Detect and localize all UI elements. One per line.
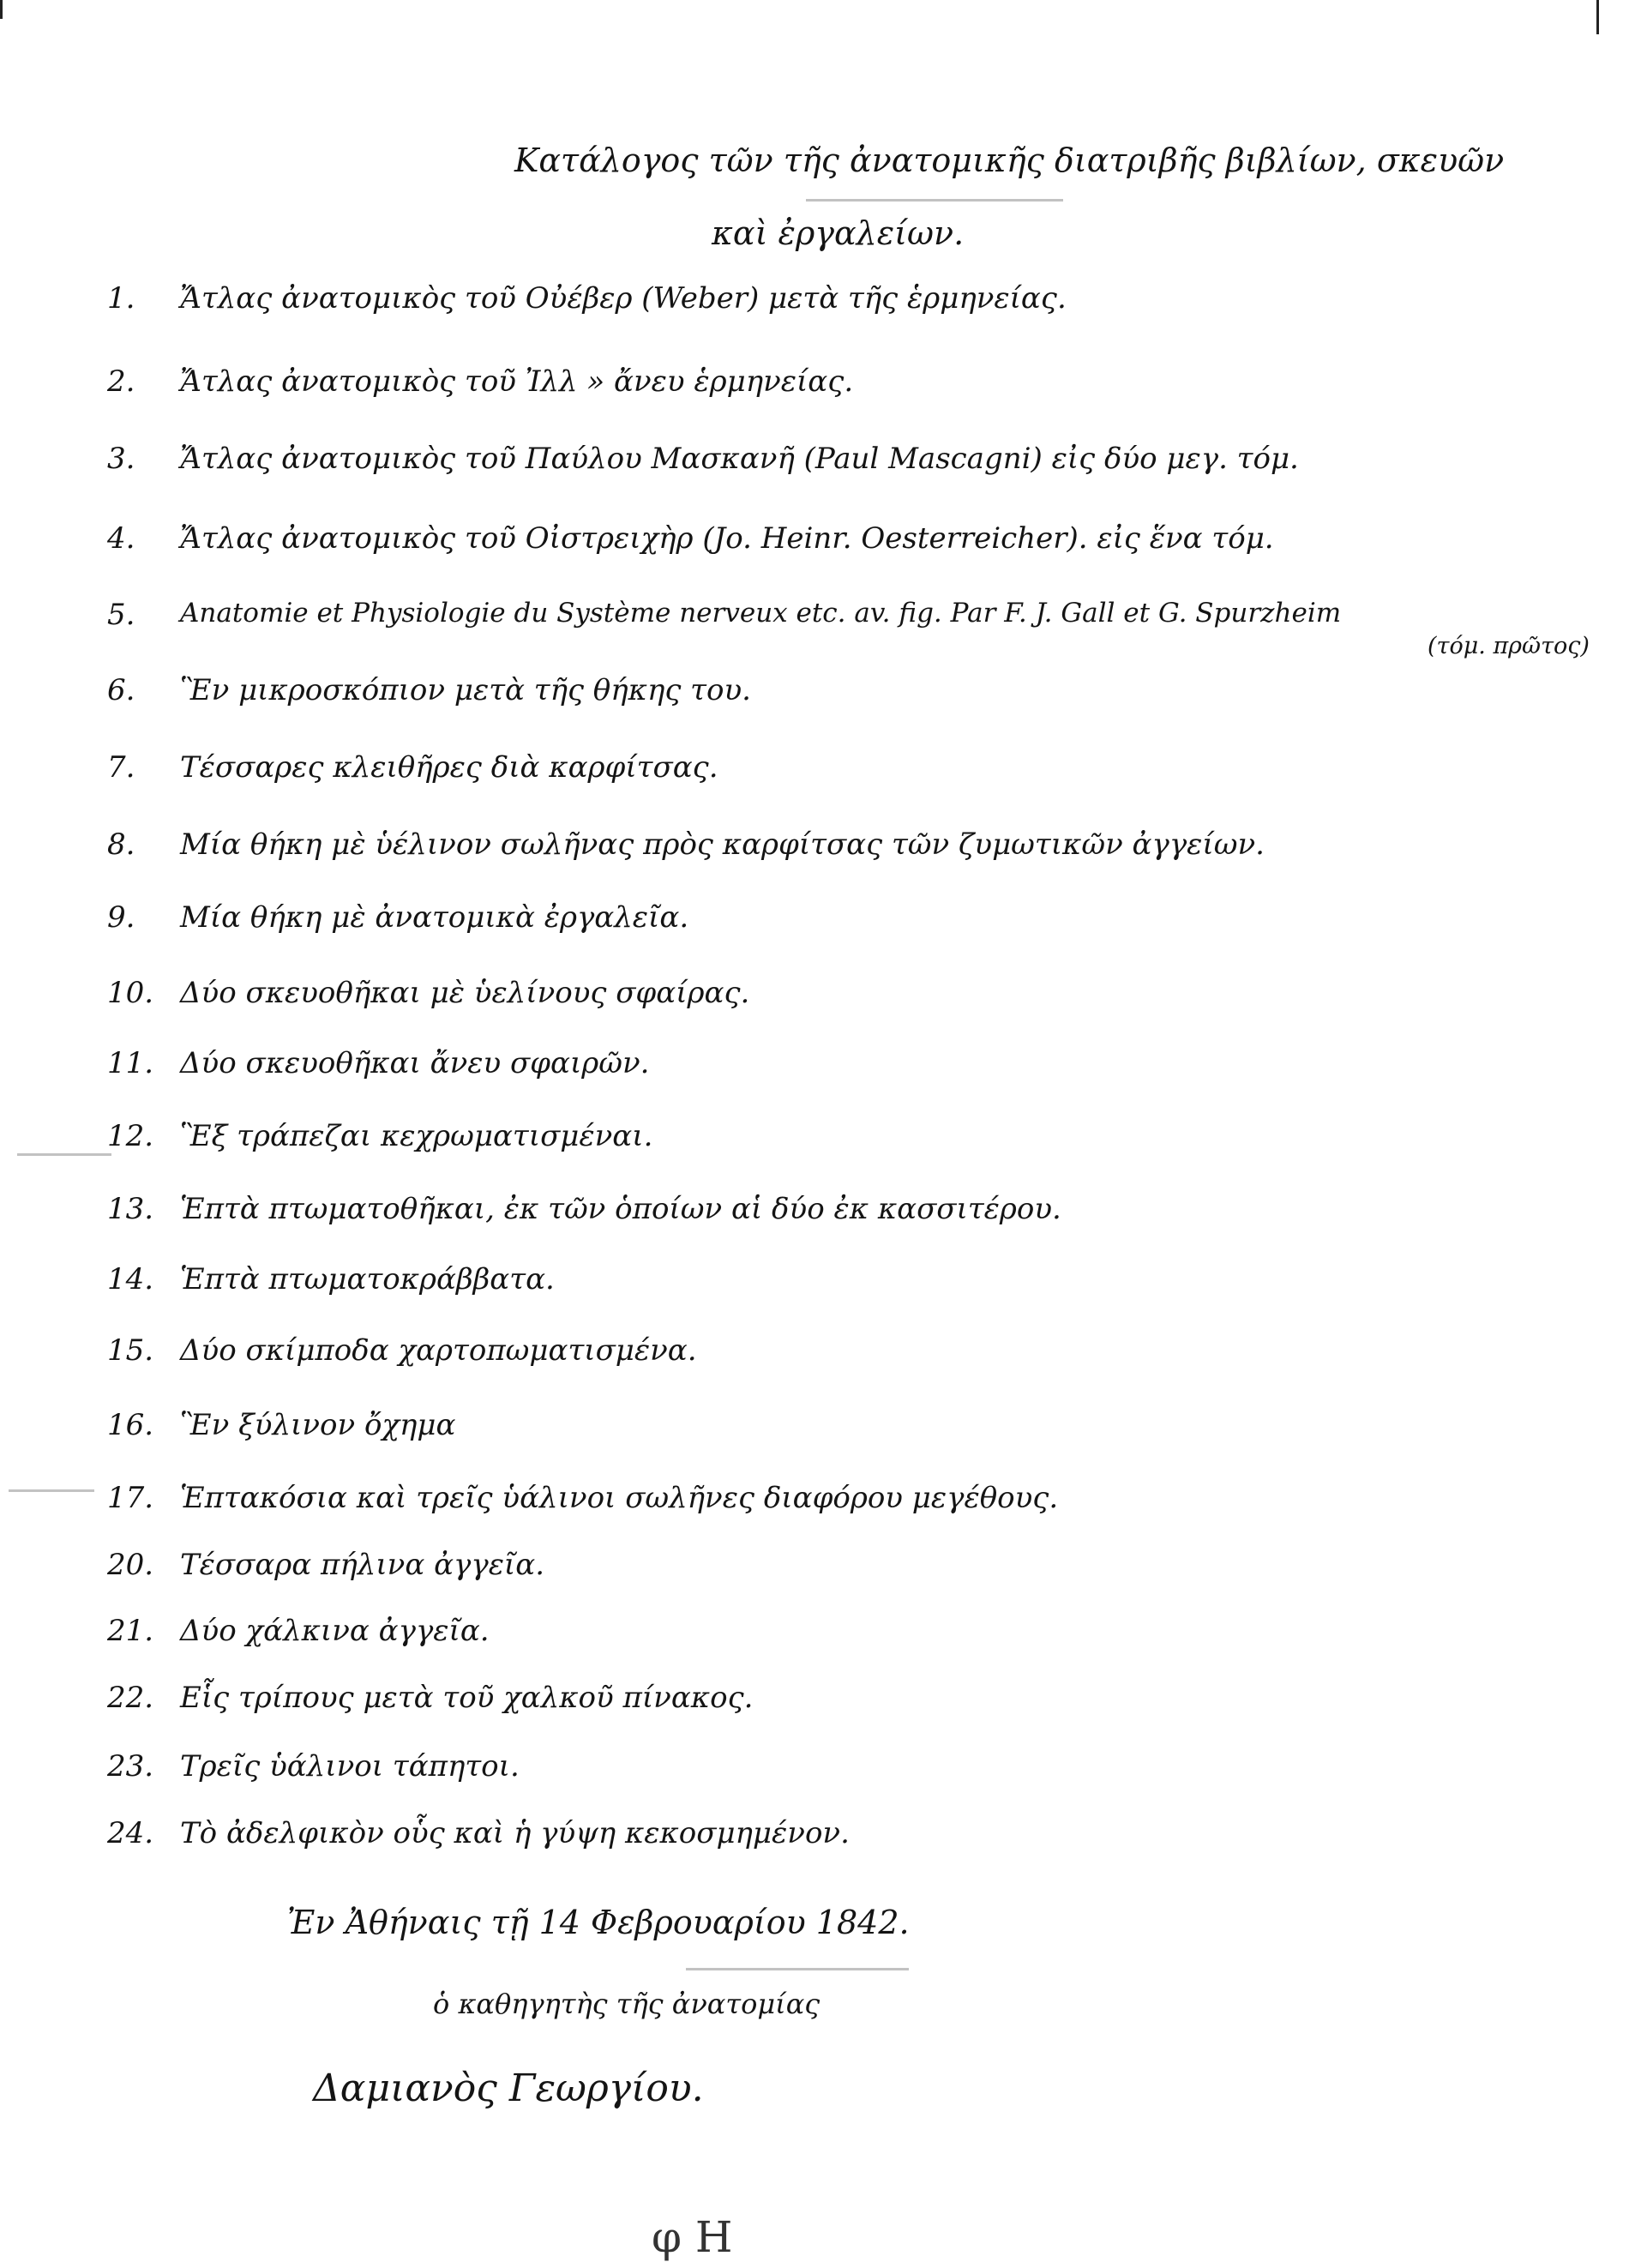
list-item (0, 1681, 1620, 1732)
margin-note: (τόμ. πρῶτος) (1428, 633, 1590, 659)
item-number: 8. (107, 827, 135, 862)
folio-mark: φ H (652, 2212, 733, 2262)
item-number: 4. (107, 521, 135, 556)
item-text: Τρεῖς ὑάλινοι τάπητοι. (180, 1749, 520, 1784)
item-text: Ἓξ τράπεζαι κεχρωματισμέναι. (180, 1119, 653, 1153)
item-text: Τέσσαρα πήλινα ἀγγεῖα. (180, 1548, 545, 1582)
item-text: Anatomie et Physiologie du Système nerveux etc. av. fig. Par F. J. Gall et G. Spurzheim (180, 598, 1342, 629)
item-number: 20. (107, 1548, 154, 1582)
item-number: 7. (107, 750, 135, 785)
list-item (0, 1046, 1620, 1098)
item-text: Ἄτλας ἀνατομικὸς τοῦ Ἰλλ » ἄνευ ἑρμηνείας. (180, 364, 854, 399)
item-number: 10. (107, 976, 154, 1010)
item-text: Ἄτλας ἀνατομικὸς τοῦ Οἰστρειχὴρ (Jo. Heinr. Oesterreicher). εἰς ἕνα τόμ. (180, 521, 1274, 556)
list-item (0, 1333, 1620, 1385)
item-text: Δύο χάλκινα ἀγγεῖα. (180, 1614, 490, 1648)
item-text: Εἷς τρίπους μετὰ τοῦ χαλκοῦ πίνακος. (180, 1681, 754, 1715)
item-number: 1. (107, 281, 135, 316)
item-text: Μία θήκη μὲ ὑέλινον σωλῆνας πρὸς καρφίτσας τῶν ζυμωτικῶν ἀγγείων. (180, 827, 1265, 862)
top-left-edge-mark (0, 0, 3, 19)
list-item (0, 521, 1620, 573)
item-number: 6. (107, 673, 135, 707)
list-item (0, 1119, 1620, 1170)
list-item (0, 1481, 1620, 1532)
item-text: Δύο σκευοθῆκαι ἄνευ σφαιρῶν. (180, 1046, 650, 1080)
list-item (0, 750, 1620, 802)
item-text: Ἄτλας ἀνατομικὸς τοῦ Οὐέβερ (Weber) μετὰ τῆς ἑρμηνείας. (180, 281, 1067, 316)
item-number: 2. (107, 364, 135, 399)
item-number: 11. (107, 1046, 154, 1080)
item-number: 3. (107, 442, 135, 476)
list-item (0, 673, 1620, 725)
list-item (0, 900, 1620, 952)
signatory-role: ὁ καθηγητὴς τῆς ἀνατομίας (433, 1988, 821, 2020)
document-title: Κατάλογος τῶν τῆς ἀνατομικῆς διατριβῆς βιβλίων, σκευῶν (514, 141, 1505, 179)
item-number: 16. (107, 1408, 154, 1442)
item-text: Τὸ ἀδελφικὸν οὗς καὶ ἡ γύψη κεκοσμημένον. (180, 1816, 850, 1850)
item-number: 17. (107, 1481, 154, 1515)
item-text: Ἑπτακόσια καὶ τρεῖς ὑάλινοι σωλῆνες διαφόρου μεγέθους. (180, 1481, 1059, 1515)
item-text: Δύο σκευοθῆκαι μὲ ὑελίνους σφαίρας. (180, 976, 750, 1010)
list-item (0, 1408, 1620, 1459)
place-and-date: Ἐν Ἀθήναις τῇ 14 Φεβρουαρίου 1842. (287, 1904, 910, 1941)
list-item (0, 1548, 1620, 1599)
item-text: Ἑπτὰ πτωματοθῆκαι, ἐκ τῶν ὁποίων αἱ δύο ἐκ κασσιτέρου. (180, 1192, 1061, 1226)
right-edge-mark (1596, 0, 1599, 34)
item-text: Μία θήκη μὲ ἀνατομικὰ ἐργαλεῖα. (180, 900, 689, 935)
list-item (0, 1192, 1620, 1243)
item-number: 23. (107, 1749, 154, 1784)
signature: Δαμιανὸς Γεωργίου. (313, 2066, 704, 2110)
smudge-title (806, 199, 1063, 202)
item-number: 21. (107, 1614, 154, 1648)
item-text: Δύο σκίμποδα χαρτοπωματισμένα. (180, 1333, 697, 1368)
list-item (0, 1749, 1620, 1801)
item-number: 15. (107, 1333, 154, 1368)
list-item (0, 1614, 1620, 1665)
list-item (0, 598, 1620, 649)
list-item (0, 364, 1620, 416)
item-number: 13. (107, 1192, 154, 1226)
item-number: 22. (107, 1681, 154, 1715)
item-text: Ἄτλας ἀνατομικὸς τοῦ Παύλου Μασκανῆ (Paul Mascagni) εἰς δύο μεγ. τόμ. (180, 442, 1299, 476)
item-number: 9. (107, 900, 135, 935)
item-number: 24. (107, 1816, 154, 1850)
smudge-date (686, 1968, 909, 1970)
document-title-continuation: καὶ ἐργαλείων. (712, 214, 965, 252)
list-item (0, 827, 1620, 879)
item-text: Ἑπτὰ πτωματοκράββατα. (180, 1262, 555, 1296)
list-item (0, 1816, 1620, 1868)
item-number: 12. (107, 1119, 154, 1153)
item-number: 14. (107, 1262, 154, 1296)
list-item (0, 976, 1620, 1027)
item-number: 5. (107, 598, 135, 632)
list-item (0, 281, 1620, 333)
item-text: Ἓν ξύλινον ὄχημα (180, 1408, 456, 1442)
list-item (0, 1262, 1620, 1314)
item-text: Ἓν μικροσκόπιον μετὰ τῆς θήκης του. (180, 673, 751, 707)
item-text: Τέσσαρες κλειθῆρες διὰ καρφίτσας. (180, 750, 718, 785)
list-item (0, 442, 1620, 493)
